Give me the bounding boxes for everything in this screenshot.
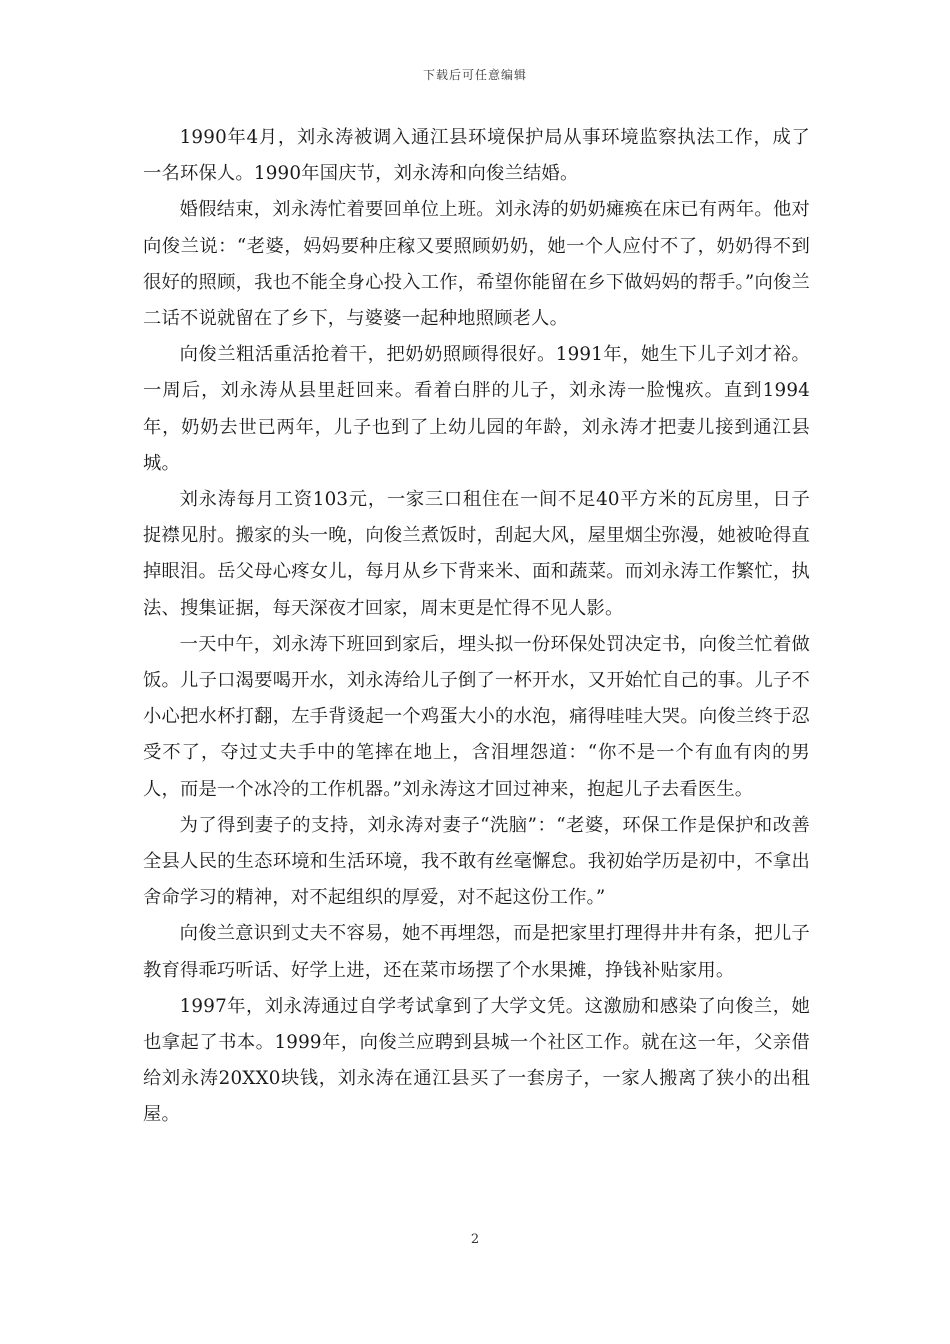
paragraph: 为了得到妻子的支持，刘永涛对妻子“洗脑”：“老婆，环保工作是保护和改善全县人民的生态环境和生活环境，我不敢有丝毫懈怠。我初始学历是初中，不拿出舍命学习的精神，对不起组织的厚爱，对不起这份工作。” xyxy=(143,814,810,909)
document-body xyxy=(143,120,810,1134)
paragraph: 婚假结束，刘永涛忙着要回单位上班。刘永涛的奶奶瘫痪在床已有两年。他对向俊兰说：“老婆，妈妈要种庄稼又要照顾奶奶，她一个人应付不了，奶奶得不到很好的照顾，我也不能全身心投入工作，希望你能留在乡下做妈妈的帮手。”向俊兰二话不说就留在了乡下，与婆婆一起种地照顾老人。 xyxy=(143,199,810,330)
paragraph: 1997年，刘永涛通过自学考试拿到了大学文凭。这激励和感染了向俊兰，她也拿起了书本。1999年，向俊兰应聘到县城一个社区工作。就在这一年，父亲借给刘永涛20XX0块钱，刘永涛在通江县买了一套房子，一家人搬离了狭小的出租屋。 xyxy=(143,995,810,1126)
paragraph: 向俊兰粗活重活抢着干，把奶奶照顾得很好。1991年，她生下儿子刘才裕。一周后，刘永涛从县里赶回来。看着白胖的儿子，刘永涛一脸愧疚。直到1994年，奶奶去世已两年，儿子也到了上幼儿园的年龄，刘永涛才把妻儿接到通江县城。 xyxy=(143,344,810,474)
page-number: 2 xyxy=(470,1232,480,1247)
page-header: 下载后可任意编辑 xyxy=(422,68,527,82)
paragraph: 向俊兰意识到丈夫不容易，她不再埋怨，而是把家里打理得井井有条，把儿子教育得乖巧听话、好学上进，还在菜市场摆了个水果摊，挣钱补贴家用。 xyxy=(143,923,810,981)
paragraph: 1990年4月，刘永涛被调入通江县环境保护局从事环境监察执法工作，成了一名环保人。1990年国庆节，刘永涛和向俊兰结婚。 xyxy=(143,127,810,185)
paragraph: 刘永涛每月工资103元，一家三口租住在一间不足40平方米的瓦房里，日子捉襟见肘。搬家的头一晚，向俊兰煮饭时，刮起大风，屋里烟尘弥漫，她被呛得直掉眼泪。岳父母心疼女儿，每月从乡下背来米、面和蔬菜。而刘永涛工作繁忙，执法、搜集证据，每天深夜才回家，周末更是忙得不见人影。 xyxy=(143,489,810,619)
paragraph: 一天中午，刘永涛下班回到家后，埋头拟一份环保处罚决定书，向俊兰忙着做饭。儿子口渴要喝开水，刘永涛给儿子倒了一杯开水，又开始忙自己的事。儿子不小心把水杯打翻，左手背烫起一个鸡蛋大小的水泡，痛得哇哇大哭。向俊兰终于忍受不了，夺过丈夫手中的笔摔在地上，含泪埋怨道：“你不是一个有血有肉的男人，而是一个冰冷的工作机器。”刘永涛这才回过神来，抱起儿子去看医生。 xyxy=(143,633,810,800)
